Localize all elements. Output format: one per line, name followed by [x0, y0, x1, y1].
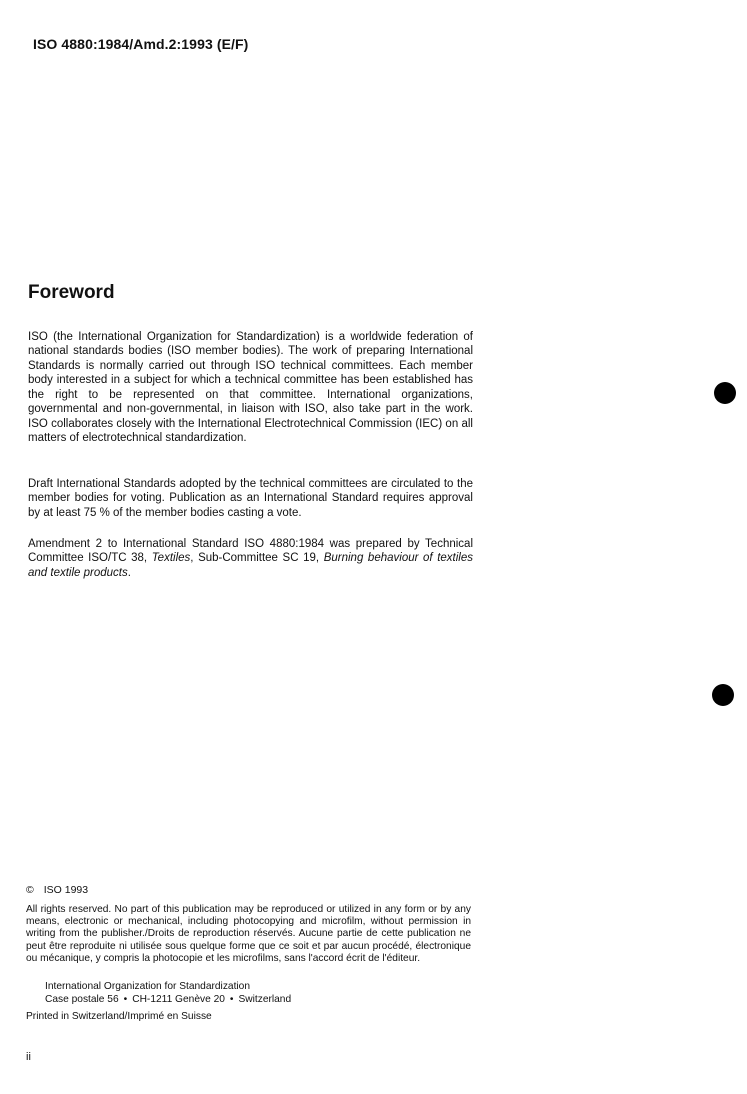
copyright-icon: © — [26, 884, 34, 896]
copyright-text: ISO 1993 — [43, 884, 89, 896]
copyright-notice — [26, 884, 88, 897]
amendment-committee-name: Textiles — [151, 552, 191, 564]
address-postal-box: Case postale 56 — [45, 994, 119, 1005]
punch-hole-lower — [712, 684, 734, 706]
foreword-paragraph-1: ISO (the International Organization for Standardization) is a worldwide federation of national standards bodies (ISO member bodies). The work of preparing International Standards is normally carried out through ISO technical committees. Each member body interested in a subject for which a technical committee has been established has the right to be represented on that committee. International organizations, governmental and non-governmental, in liaison with ISO, also take part in the work. ISO collaborates closely with the International Electrotechnical Commission (IEC) on all matters of electrotechnical standardization. — [28, 330, 473, 444]
page-number: ii — [26, 1051, 31, 1063]
rights-statement: All rights reserved. No part of this publication may be reproduced or utilized in any form or by any means, electronic or mechanical, including photocopying and microfilm, without permission in writing from the publisher./Droits de reproduction réservés. Aucune partie de cette publication ne peut être reproduite ni utilisée sous quelque forme que ce soit et par aucun procédé, électronique ou mécanique, y compris la photocopie et les microfilms, sans l'accord écrit de l'éditeur. — [26, 904, 471, 964]
amendment-text-part-1: Amendment 2 to International Standard ISO 4880:1984 was prepared by Technical Committee ISO/TC 38, — [28, 537, 473, 564]
address-line-1: International Organization for Standardization — [45, 981, 251, 992]
amendment-text-part-2: , Sub-Committee SC 19, — [190, 552, 324, 564]
amendment-subcommittee-name: Burning behaviour of textiles and textile products — [28, 552, 474, 579]
publisher-address — [45, 980, 291, 1006]
address-line-2 — [45, 993, 291, 1006]
foreword-heading: Foreword — [28, 282, 115, 303]
address-city: CH-1211 Genève 20 — [132, 994, 225, 1005]
bullet-separator: • — [123, 994, 128, 1005]
address-country: Switzerland — [238, 994, 292, 1005]
punch-hole-upper — [714, 382, 736, 404]
printed-notice: Printed in Switzerland/Imprimé en Suisse — [26, 1011, 212, 1022]
foreword-paragraph-2: Draft International Standards adopted by the technical committees are circulated to the member bodies for voting. Publication as an International Standard requires approval by at least 75 % of the member bodies casting a vote. — [28, 477, 473, 519]
amendment-paragraph — [28, 537, 473, 581]
document-header: ISO 4880:1984/Amd.2:1993 (E/F) — [33, 36, 249, 52]
bullet-separator: • — [229, 994, 234, 1005]
amendment-text-part-3: . — [127, 566, 131, 579]
